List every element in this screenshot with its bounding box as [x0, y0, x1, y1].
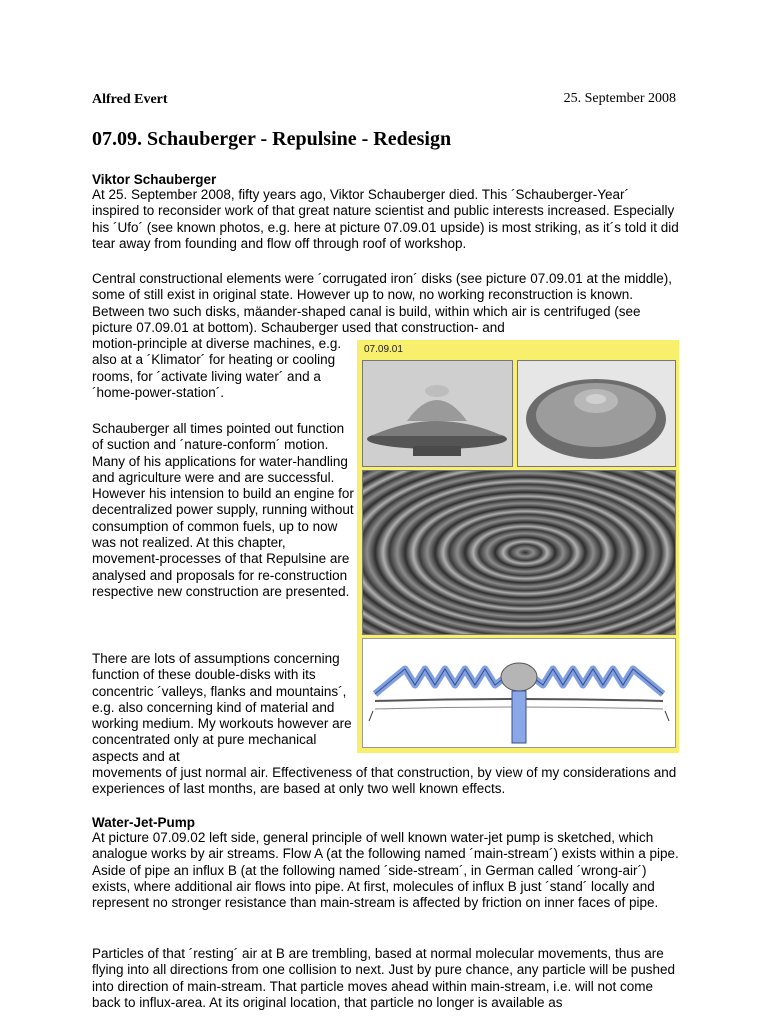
paragraph-construction-continued: motion-principle at diverse machines, e.g. also at a ´Klimator´ for heating or cooling rooms, for ´activate living water´ and a ´home-power-station´.	[92, 336, 342, 400]
ufo-photo-top	[517, 360, 676, 467]
figure-07-09-01	[357, 340, 679, 753]
section-heading-viktor-schauberger: Viktor Schauberger	[92, 172, 217, 187]
section-heading-water-jet-pump: Water-Jet-Pump	[92, 815, 196, 830]
paragraph-water-jet-principle: At picture 07.09.02 left side, general principle of well known water-jet pump is sketched, which analogue works by air streams. Flow A (at the following named ´main-stream´) exists within a pipe. Aside of pipe an influx B (at the following named ´side-stream´, in German called ´wrong-air´) exists, where additional air flows into pipe. At first, molecules of influx B just ´stand´ locally and represent no stronger resistance than main-stream is affected by friction on inner faces of pipe.	[92, 830, 679, 911]
document-date: 25. September 2008	[563, 91, 676, 106]
paragraph-assumptions-continued: movements of just normal air. Effectiveness of that construction, by view of my considerations and experiences of last months, are based at only two well known effects.	[92, 765, 677, 797]
paragraph-suction-motion: Schauberger all times pointed out function of suction and ´nature-conform´ motion. Many of his applications for water-handling and agriculture were and are successful. However his intension to build an engine for decentralized power supply, running without consumption of common fuels, up to now was not realized. At this chapter, movement-processes of that Repulsine are analysed and proposals for re-construction respective new construction are presented.	[92, 421, 354, 599]
corrugated-disk-photo	[362, 470, 676, 635]
ufo-top-illustration	[518, 361, 675, 466]
ufo-side-illustration	[363, 361, 512, 466]
meander-canal-diagram	[363, 639, 675, 747]
author-name: Alfred Evert	[92, 92, 168, 107]
paragraph-intro: At 25. September 2008, fifty years ago, Viktor Schauberger died. This ´Schauberger-Year´ inspired to reconsider work of that great nature scientist and public interests increased. Especially his ´Ufo´ (see known photos, e.g. here at picture 07.09.01 upside) is most striking, as it´s told it did tear away from founding and flow off through roof of workshop.	[92, 187, 679, 251]
figure-label: 07.09.01	[364, 344, 403, 355]
double-disk-diagram	[362, 638, 676, 748]
paragraph-resting-air: Particles of that ´resting´ air at B are trembling, based at normal molecular movements, thus are flying into all directions from one collision to next. Just by pure chance, any particle will be pushed into direction of main-stream. That particle moves ahead within main-stream, i.e. will not come back to influx-area. At its original location, that particle no longer is available as	[92, 946, 676, 1010]
paragraph-assumptions: There are lots of assumptions concerning function of these double-disks with its concentric ´valleys, flanks and mountains´, e.g. also concerning kind of material and working medium. My workouts however are concentrated only at pure mechanical aspects and at	[92, 651, 352, 764]
ufo-photo-side	[362, 360, 513, 467]
paragraph-construction: Central constructional elements were ´corrugated iron´ disks (see picture 07.09.01 at the middle), some of still exist in original state. However up to now, no working reconstruction is known. Between two such disks, mäander-shaped canal is build, within which air is centrifuged (see picture 07.09.01 at bottom). Schauberger used that construction- and	[92, 271, 673, 335]
page-title: 07.09. Schauberger - Repulsine - Redesign	[92, 128, 452, 150]
